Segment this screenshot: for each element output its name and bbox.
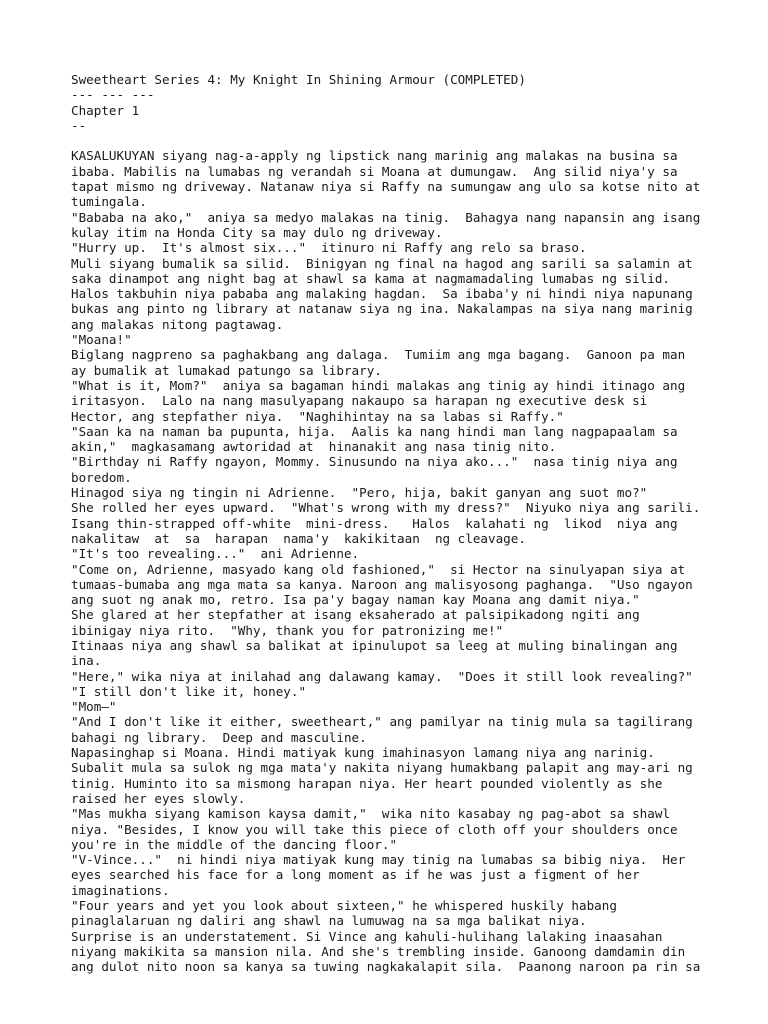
text-line: "I still don't like it, honey." [71, 683, 307, 699]
text-line: niyang makikita sa mansion nila. And she's trembling inside. Ganoong damdamin din [71, 943, 686, 959]
text-line: ay bumalik at lumakad patungo sa library. [71, 362, 382, 378]
text-line: ang malakas nitong pagtawag. [71, 316, 284, 332]
text-line: Halos takbuhin niya pababa ang malaking hagdan. Sa ibaba'y ni hindi niya napunang [71, 286, 693, 302]
text-line: eyes searched his face for a long moment as if he was just a figment of her [71, 867, 640, 883]
text-line: Isang thin-strapped off-white mini-dress. Halos kalahati ng likod niya ang [71, 515, 678, 531]
text-line: "Hurry up. It's almost six..." itinuro ni Raffy ang relo sa braso. [71, 240, 587, 256]
text-line: Hinagod siya ng tingin ni Adrienne. "Pero, hija, bakit ganyan ang suot mo?" [71, 485, 648, 501]
text-line: "Moana!" [71, 332, 132, 348]
text-line: "Birthday ni Raffy ngayon, Mommy. Sinusundo na niya ako..." nasa tinig niya ang [71, 454, 678, 470]
text-line: "Here," wika niya at inilahad ang dalawang kamay. "Does it still look revealing?" [71, 668, 693, 684]
text-line: "Mas mukha siyang kamison kaysa damit," wika nito kasabay ng pag-abot sa shawl [71, 806, 670, 822]
text-line: Subalit mula sa sulok ng mga mata'y nakita niyang humakbang palapit ang may-ari ng [71, 760, 693, 776]
text-line: KASALUKUYAN siyang nag-a-apply ng lipstick nang marinig ang malakas na busina sa [71, 148, 678, 164]
text-line: nakalitaw at sa harapan nama'y kakikitaan ng cleavage. [71, 530, 526, 546]
text-line: iritasyon. Lalo na nang masulyapang nakaupo sa harapan ng executive desk si [71, 393, 648, 409]
text-line: "It's too revealing..." ani Adrienne. [71, 546, 360, 562]
document-title: Sweetheart Series 4: My Knight In Shining Armour (COMPLETED) [71, 72, 526, 87]
text-line: "Four years and yet you look about sixteen," he whispered huskily habang [71, 898, 617, 914]
text-line: She rolled her eyes upward. "What's wrong with my dress?" Niyuko niya ang sarili. [71, 500, 701, 516]
text-line: ang dulot nito noon sa kanya sa tuwing nagkakalapit sila. Paanong naroon pa rin sa [71, 959, 701, 975]
text-line: you're in the middle of the dancing floor." [71, 836, 398, 852]
text-line: boredom. [71, 469, 132, 485]
text-line: niya. "Besides, I know you will take this piece of cloth off your shoulders once [71, 821, 678, 837]
text-line: Itinaas niya ang shawl sa balikat at ipinulupot sa leeg at muling binalingan ang [71, 637, 678, 653]
text-line: "Bababa na ako," aniya sa medyo malakas na tinig. Bahagya nang napansin ang isang [71, 209, 701, 225]
text-line: tumingala. [71, 194, 147, 210]
text-line: "Mom—" [71, 699, 117, 715]
text-line: raised her eyes slowly. [71, 790, 246, 806]
text-line: "V-Vince..." ni hindi niya matiyak kung may tinig na lumabas sa bibig niya. Her [71, 852, 686, 868]
text-line: She glared at her stepfather at isang eksaherado at palsipikadong ngiti ang [71, 607, 640, 623]
text-line: Muli siyang bumalik sa silid. Binigyan ng final na hagod ang sarili sa salamin at [71, 255, 693, 271]
document-text [71, 72, 761, 975]
text-line: Napasinghap si Moana. Hindi matiyak kung imahinasyon lamang niya ang narinig. [71, 745, 655, 761]
text-line: ang suot ng anak mo, retro. Isa pa'y bagay naman kay Moana ang damit niya." [71, 592, 640, 608]
text-line: "Saan ka na naman ba pupunta, hija. Aalis ka nang hindi man lang nagpapaalam sa [71, 423, 678, 439]
text-line: --- --- --- [71, 87, 155, 103]
text-line: "What is it, Mom?" aniya sa bagaman hindi malakas ang tinig ay hindi itinago ang [71, 377, 686, 393]
text-line: bahagi ng library. Deep and masculine. [71, 729, 367, 745]
text-line: saka dinampot ang night bag at shawl sa kama at nagmamadaling lumabas ng silid. [71, 270, 670, 286]
text-line: tapat mismo ng driveway. Natanaw niya si Raffy na sumungaw ang ulo sa kotse nito at [71, 179, 701, 195]
text-line: akin," magkasamang awtoridad at hinanakit ang nasa tinig nito. [71, 439, 557, 455]
text-line: "And I don't like it either, sweetheart," ang pamilyar na tinig mula sa tagilirang [71, 714, 693, 730]
text-line [71, 133, 761, 148]
text-line: ibinigay niya rito. "Why, thank you for patronizing me!" [71, 622, 504, 638]
text-line: bukas ang pinto ng library at natanaw siya ng ina. Nakalampas na siya nang marinig [71, 301, 693, 317]
text-line: pinaglalaruan ng daliri ang shawl na lumuwag na sa mga balikat niya. [71, 913, 587, 929]
text-line: ina. [71, 653, 102, 669]
chapter-heading: Chapter 1 [71, 102, 140, 118]
text-line: kulay itim na Honda City sa may dulo ng driveway. [71, 224, 443, 240]
text-line: imaginations. [71, 882, 170, 898]
text-line: Hector, ang stepfather niya. "Naghihintay na sa labas si Raffy." [71, 408, 564, 424]
text-line: tumaas-bumaba ang mga mata sa kanya. Naroon ang malisyosong paghanga. "Uso ngayon [71, 576, 693, 592]
text-line: -- [71, 117, 87, 133]
text-line: tinig. Huminto ito sa mismong harapan niya. Her heart pounded violently as she [71, 775, 663, 791]
text-line: "Come on, Adrienne, masyado kang old fashioned," si Hector na sinulyapan siya at [71, 561, 686, 577]
text-line: Biglang nagpreno sa paghakbang ang dalaga. Tumiim ang mga bagang. Ganoon pa man [71, 347, 686, 363]
text-line: ibaba. Mabilis na lumabas ng verandah si Moana at dumungaw. Ang silid niya'y sa [71, 163, 678, 179]
text-line: Surprise is an understatement. Si Vince ang kahuli-hulihang lalaking inaasahan [71, 928, 663, 944]
